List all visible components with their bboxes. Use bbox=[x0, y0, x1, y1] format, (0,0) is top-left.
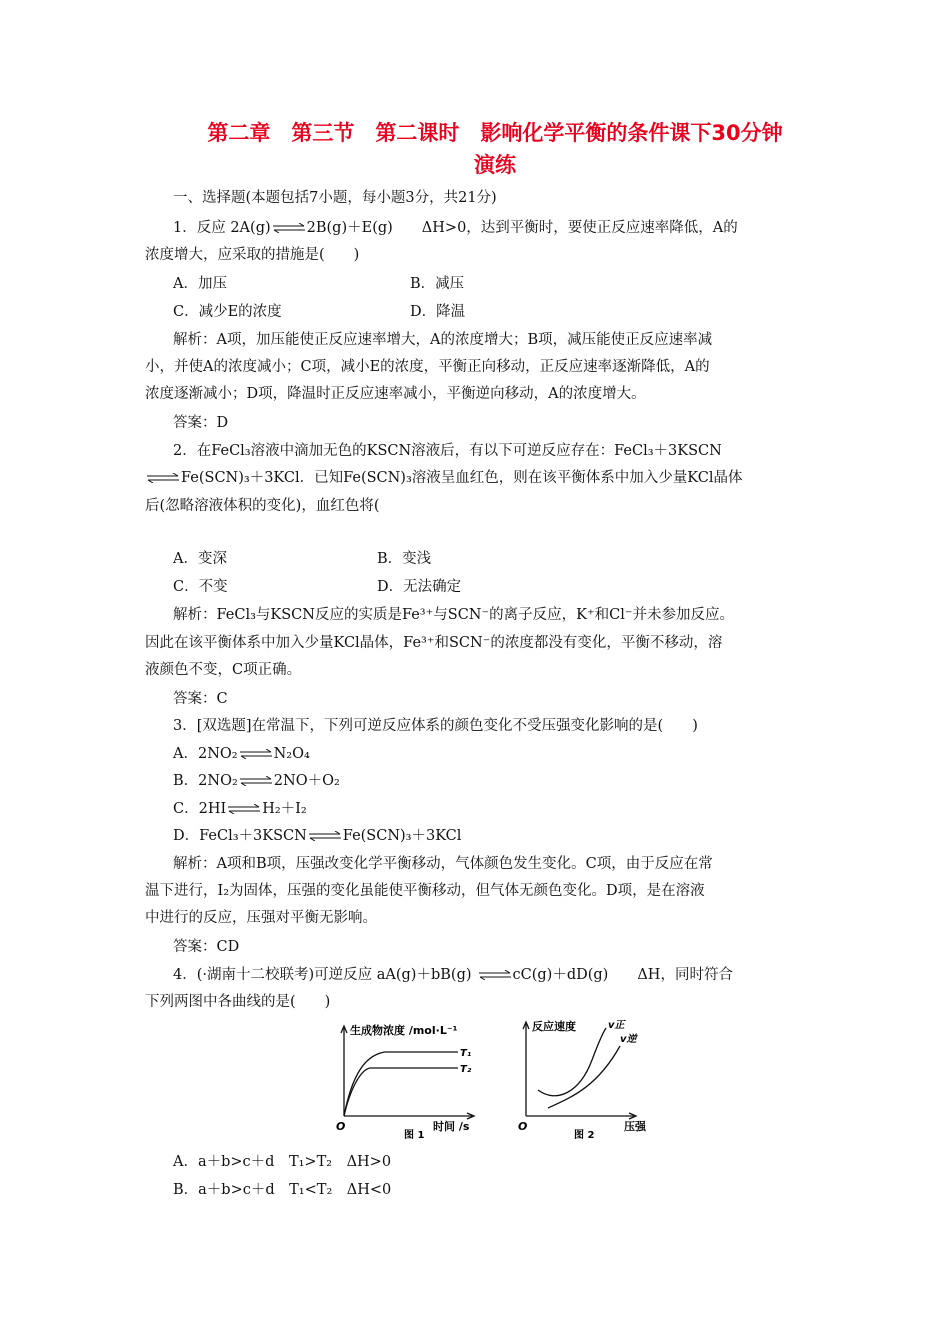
question-4-text-b: cC(g)＋dD(g) ΔH，同时符合 bbox=[512, 967, 733, 983]
equilibrium-arrow-icon bbox=[239, 776, 273, 786]
question-1-option-c: C．减少E的浓度 bbox=[173, 304, 282, 320]
figure-2-origin: O bbox=[518, 1120, 528, 1133]
question-1-analysis-3: 浓度逐渐减小；D项，降温时正反应速率减小，平衡逆向移动，A的浓度增大。 bbox=[145, 386, 646, 402]
question-3-answer: 答案：CD bbox=[173, 939, 240, 955]
figure-2 bbox=[512, 1012, 662, 1140]
question-3-analysis-2: 温下进行，I₂为固体，压强的变化虽能使平衡移动，但气体无颜色变化。D项，是在溶液 bbox=[145, 883, 705, 899]
question-4-text-a: 4．(·湖南十二校联考)可逆反应 aA(g)＋bB(g) bbox=[173, 967, 472, 983]
question-1-analysis-2: 小，并使A的浓度减小；C项，减小E的浓度，平衡正向移动，正反应速率逐渐降低，A的 bbox=[145, 359, 710, 375]
option-c-left: C．2HI bbox=[173, 801, 227, 817]
question-2-option-b: B．变浅 bbox=[377, 551, 432, 567]
question-2-stem: 2．在FeCl₃溶液中滴加无色的KSCN溶液后，有以下可逆反应存在：FeCl₃＋3KSCN bbox=[173, 443, 722, 459]
question-1-option-b: B．减压 bbox=[410, 276, 465, 292]
option-b-left: B．2NO₂ bbox=[173, 773, 238, 789]
question-1-option-a: A．加压 bbox=[173, 276, 227, 292]
question-1-answer: 答案：D bbox=[173, 415, 229, 431]
figure-1 bbox=[330, 1020, 480, 1140]
section-header: 一、选择题(本题包括7小题，每小题3分，共21分) bbox=[173, 190, 497, 206]
question-2-text-b: Fe(SCN)₃＋3KCl．已知Fe(SCN)₃溶液呈血红色，则在该平衡体系中加入少量KCl晶体 bbox=[181, 470, 743, 486]
question-2-analysis: 解析：FeCl₃与KSCN反应的实质是Fe³⁺与SCN⁻的离子反应，K⁺和Cl⁻并未参加反应。 bbox=[173, 607, 734, 623]
equilibrium-arrow-icon bbox=[227, 804, 261, 814]
question-1-option-d: D．降温 bbox=[410, 304, 466, 320]
question-2-answer: 答案：C bbox=[173, 691, 228, 707]
equilibrium-arrow-icon bbox=[308, 831, 342, 841]
figure-1-origin: O bbox=[336, 1120, 346, 1133]
figure-1-t2-label: T₂ bbox=[460, 1064, 472, 1075]
option-a-left: A．2NO₂ bbox=[173, 746, 238, 762]
figure-2-caption: 图 2 bbox=[574, 1130, 595, 1140]
question-2-stem-line3: 后(忽略溶液体积的变化)，血红色将( bbox=[145, 498, 380, 514]
question-1-analysis: 解析：A项，加压能使正反应速率增大，A的浓度增大；B项，减压能使正反应速率减 bbox=[173, 332, 713, 348]
equilibrium-arrow-icon bbox=[272, 223, 306, 233]
document-title: 第二章 第三节 第二课时 影响化学平衡的条件课下30分钟 bbox=[207, 121, 783, 145]
figure-1-ylabel: 生成物浓度 /mol·L⁻¹ bbox=[350, 1024, 458, 1037]
document-title-line2: 演练 bbox=[474, 153, 516, 177]
option-d-left: D．FeCl₃＋3KSCN bbox=[173, 828, 307, 844]
question-4-stem-line2: 下列两图中各曲线的是( ) bbox=[145, 994, 331, 1010]
question-3-option-a bbox=[173, 744, 838, 764]
question-1-stem bbox=[173, 218, 838, 238]
question-2-analysis-2: 因此在该平衡体系中加入少量KCl晶体，Fe³⁺和SCN⁻的浓度都没有变化，平衡不移动，溶 bbox=[145, 635, 723, 651]
figure-1-caption: 图 1 bbox=[404, 1130, 425, 1140]
question-4-option-a: A．a＋b>c＋d T₁>T₂ ΔH>0 bbox=[173, 1154, 392, 1170]
question-2-option-a: A．变深 bbox=[173, 551, 227, 567]
question-3-analysis-3: 中进行的反应，压强对平衡无影响。 bbox=[145, 910, 377, 926]
question-2-stem-line2 bbox=[145, 468, 810, 488]
question-3-option-b bbox=[173, 771, 838, 791]
question-1-text-b: 2B(g)＋E(g) ΔH>0，达到平衡时，要使正反应速率降低，A的 bbox=[306, 220, 738, 236]
figure-2-xlabel: 压强 bbox=[624, 1120, 646, 1133]
question-2-option-d: D．无法确定 bbox=[377, 579, 462, 595]
equilibrium-arrow-icon bbox=[239, 749, 273, 759]
figure-1-curve-t2 bbox=[344, 1068, 458, 1116]
question-2-option-c: C．不变 bbox=[173, 579, 228, 595]
figure-1-t1-label: T₁ bbox=[460, 1048, 472, 1059]
question-2-analysis-3: 液颜色不变，C项正确。 bbox=[145, 662, 302, 678]
option-d-right: Fe(SCN)₃＋3KCl bbox=[342, 828, 462, 844]
figure-1-curve-t1 bbox=[344, 1052, 458, 1116]
equilibrium-arrow-icon bbox=[478, 970, 512, 980]
question-1-text-a: 1．反应 2A(g) bbox=[173, 220, 271, 236]
question-3-analysis: 解析：A项和B项，压强改变化学平衡移动，气体颜色发生变化。C项，由于反应在常 bbox=[173, 856, 713, 872]
figure-2-v-forward-label: v正 bbox=[608, 1020, 625, 1031]
question-4-stem bbox=[173, 965, 838, 985]
question-3-stem: 3．[双选题]在常温下，下列可逆反应体系的颜色变化不受压强变化影响的是( ) bbox=[173, 718, 698, 734]
question-3-option-c bbox=[173, 799, 838, 819]
question-4-option-b: B．a＋b>c＋d T₁<T₂ ΔH<0 bbox=[173, 1182, 392, 1198]
question-1-stem-line2: 浓度增大，应采取的措施是( ) bbox=[145, 247, 360, 263]
figure-2-v-reverse-label: v逆 bbox=[620, 1034, 637, 1045]
figure-1-xlabel: 时间 /s bbox=[433, 1120, 470, 1133]
option-b-right: 2NO＋O₂ bbox=[273, 773, 340, 789]
figure-2-ylabel: 反应速度 bbox=[532, 1020, 576, 1033]
equilibrium-arrow-icon bbox=[146, 473, 180, 483]
option-c-right: H₂＋I₂ bbox=[262, 801, 307, 817]
question-3-option-d bbox=[173, 826, 838, 846]
option-a-right: N₂O₄ bbox=[273, 746, 310, 762]
figure-2-curve-v-forward bbox=[538, 1028, 606, 1096]
